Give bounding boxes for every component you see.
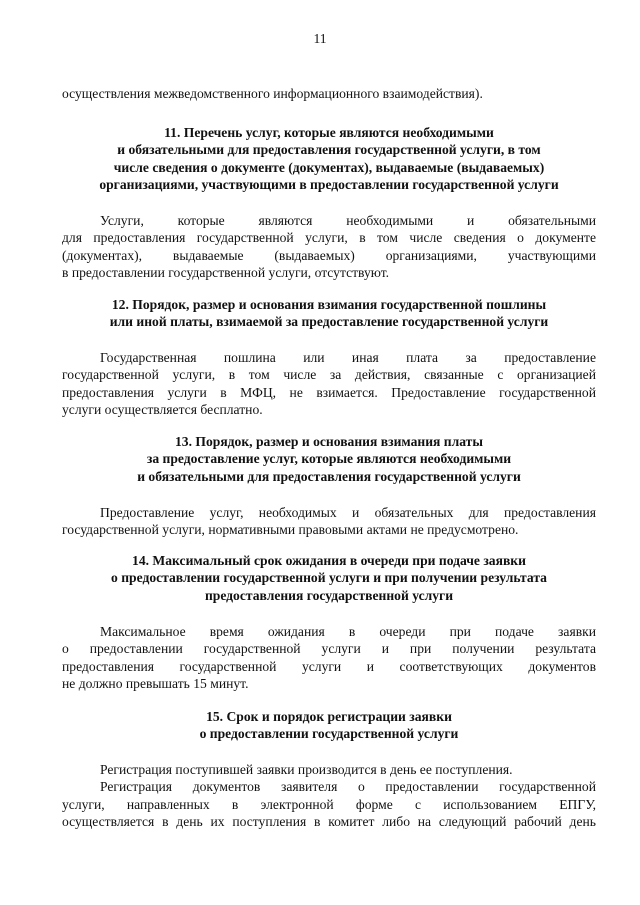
paragraph-line: услуги осуществляется бесплатно. — [62, 402, 263, 418]
section-14-heading — [62, 552, 596, 604]
page-number: 11 — [313, 31, 327, 46]
paragraph-line: Максимальное время ожидания в очереди при подаче заявки — [100, 624, 596, 639]
section-12-body — [62, 349, 596, 419]
heading-line: предоставления государственной услуги — [204, 587, 454, 603]
paragraph-line: о предоставлении государственной услуги и при получении результата — [62, 641, 596, 657]
paragraph-line: Государственная пошлина или иная плата за предоставление — [100, 350, 596, 365]
section-15-body — [62, 761, 596, 831]
heading-line: 14. Максимальный срок ожидания в очереди при подаче заявки — [132, 553, 526, 568]
paragraph-line: предоставления государственной услуги и соответствующих документов — [62, 658, 596, 674]
paragraph-line: (документах), выдаваемые (выдаваемых) организациями, участвующими — [62, 247, 596, 263]
heading-line: и обязательными для предоставления государственной услуги — [137, 468, 521, 484]
heading-line: о предоставлении государственной услуги и при получении результата — [111, 570, 547, 586]
paragraph-line: Услуги, которые являются необходимыми и обязательными — [100, 213, 596, 228]
paragraph-line: услуги, направленных в электронной форме с использованием ЕПГУ, — [62, 796, 596, 812]
paragraph-line: Предоставление услуг, необходимых и обязательных для предоставления — [100, 505, 596, 520]
heading-line: или иной платы, взимаемой за предоставление государственной услуги — [109, 314, 549, 330]
paragraph-line: Регистрация документов заявителя о предоставлении государственной — [100, 779, 596, 795]
paragraph-line: не должно превышать 15 минут. — [62, 676, 249, 692]
section-12-heading — [62, 296, 596, 331]
paragraph-line: государственной услуги, нормативными правовыми актами не предусмотрено. — [62, 522, 519, 538]
heading-line: 13. Порядок, размер и основания взимания платы — [175, 434, 483, 449]
paragraph-line: для предоставления государственной услуги, в том числе сведения о документе — [62, 230, 596, 246]
section-13-heading — [62, 433, 596, 485]
paragraph-line: осуществляется в день их поступления в комитет либо на следующий рабочий день — [62, 814, 596, 830]
paragraph-line: осуществления межведомственного информационного взаимодействия). — [62, 86, 483, 101]
heading-line: 15. Срок и порядок регистрации заявки — [206, 709, 452, 724]
paragraph-line: в предоставлении государственной услуги, отсутствуют. — [62, 265, 390, 281]
paragraph-line: государственной услуги, в том числе за действия, связанные с организацией — [62, 367, 596, 383]
heading-line: 12. Порядок, размер и основания взимания государственной пошлины — [111, 297, 547, 312]
paragraph-line: предоставления услуги в МФЦ, не взимается. Предоставление государственной — [62, 384, 596, 400]
section-15-heading — [62, 708, 596, 743]
intro-paragraph — [62, 85, 596, 102]
section-14-body — [62, 623, 596, 693]
section-11-heading — [62, 124, 596, 194]
heading-line: числе сведения о документе (документах), выдаваемые (выдаваемых) — [113, 159, 545, 175]
heading-line: организациями, участвующими в предоставлении государственной услуги — [99, 177, 559, 193]
section-11-body — [62, 212, 596, 282]
paragraph-line: Регистрация поступившей заявки производится в день ее поступления. — [100, 762, 513, 777]
section-13-body — [62, 504, 596, 539]
heading-line: и обязательными для предоставления государственной услуги, в том — [117, 142, 541, 158]
heading-line: о предоставлении государственной услуги — [199, 726, 459, 742]
heading-line: 11. Перечень услуг, которые являются необходимыми — [164, 125, 494, 140]
heading-line: за предоставление услуг, которые являются необходимыми — [146, 451, 512, 467]
